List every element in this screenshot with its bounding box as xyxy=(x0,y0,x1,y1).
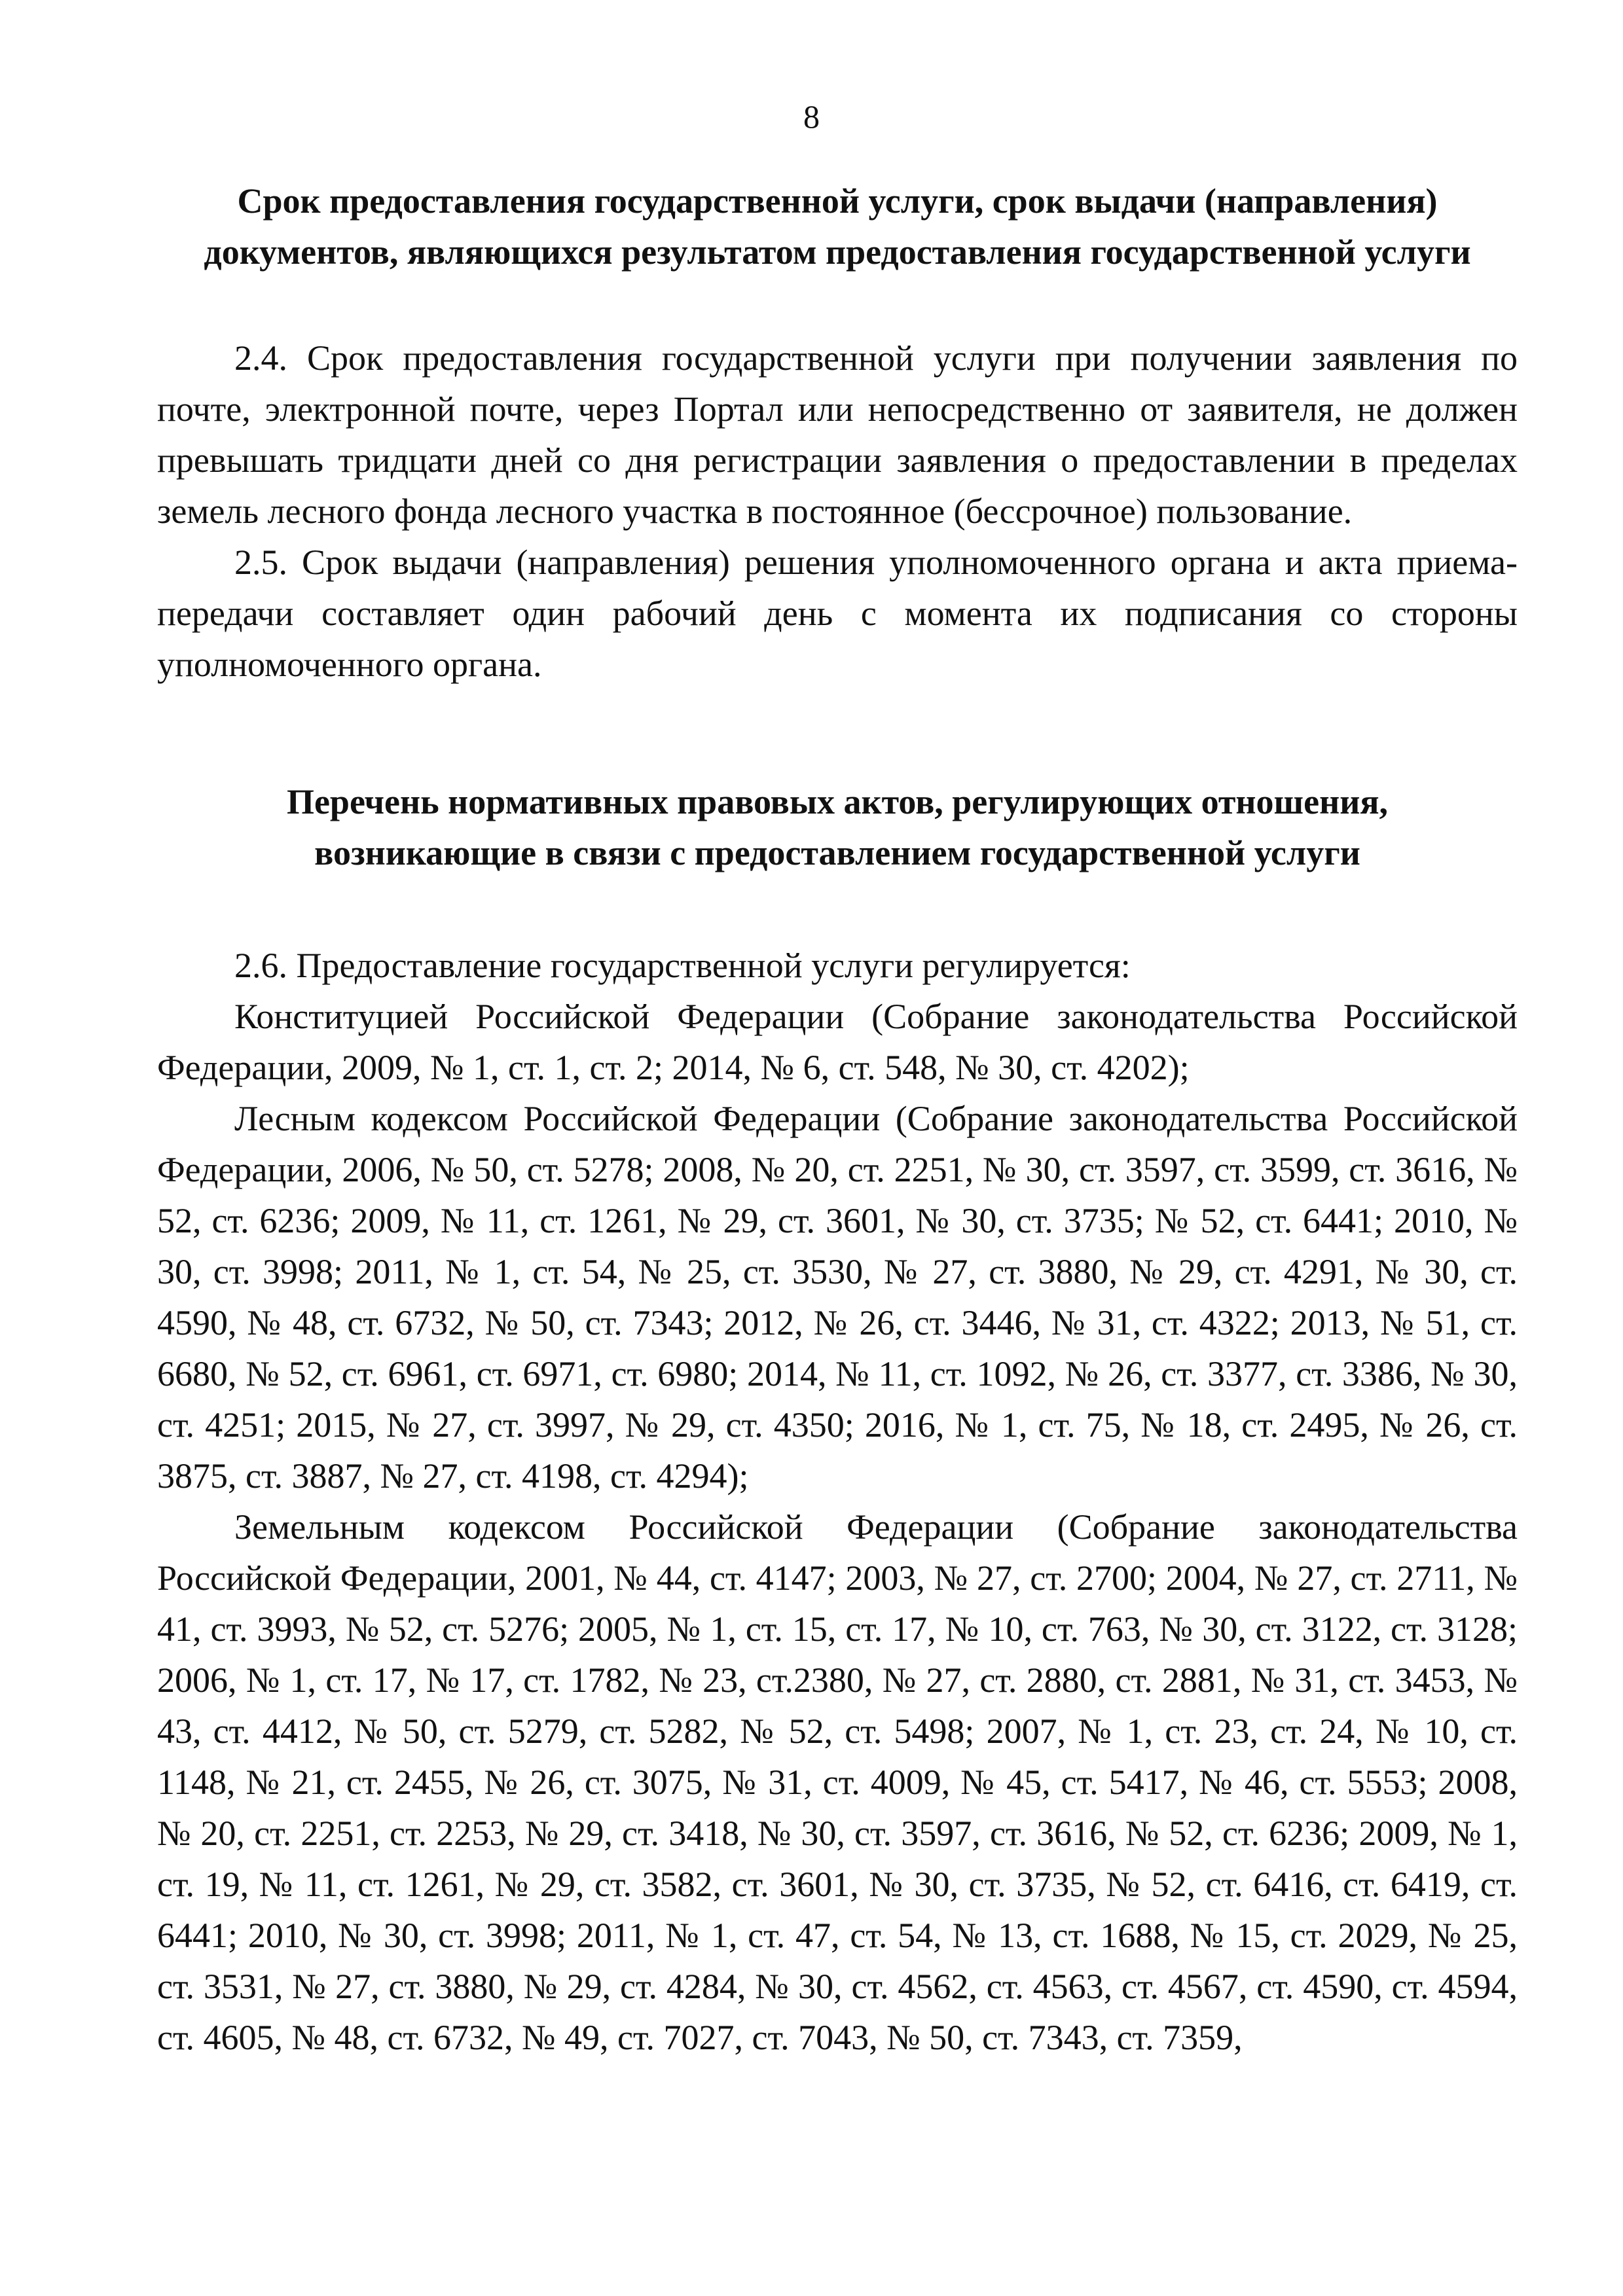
page-number: 8 xyxy=(803,98,820,135)
section-heading-service-term: Срок предоставления государственной услуги, срок выдачи (направления) документов, являющихся результатом предоставления государственной услуги xyxy=(204,181,1471,272)
paragraph-2-4: 2.4. Срок предоставления государственной услуги при получении заявления по почте, электронной почте, через Портал или непосредственно от заявителя, не должен превышать тридцати дней со дня регистрации заявления о предоставлении в пределах земель лесного фонда лесного участка в постоянное (бессрочное) пользование. xyxy=(157,338,1518,531)
section-heading-legal-acts: Перечень нормативных правовых актов, регулирующих отношения, возникающие в связи с предоставлением государственной услуги xyxy=(286,782,1389,872)
paragraph-constitution: Конституцией Российской Федерации (Собрание законодательства Российской Федерации, 2009, № 1, ст. 1, ст. 2; 2014, № 6, ст. 548, № 30, ст. 4202); xyxy=(157,997,1518,1087)
paragraph-land-code: Земельным кодексом Российской Федерации (Собрание законодательства Российской Федерации, 2001, № 44, ст. 4147; 2003, № 27, ст. 2700; 2004, № 27, ст. 2711, № 41, ст. 3993, № 52, ст. 5276; 2005, № 1, ст. 15, ст. 17, № 10, ст. 763, № 30, ст. 3122, ст. 3128; 2006, № 1, ст. 17, № 17, ст. 1782, № 23, ст.2380, № 27, ст. 2880, ст. 2881, № 31, ст. 3453, № 43, ст. 4412, № 50, ст. 5279, ст. 5282, № 52, ст. 5498; 2007, № 1, ст. 23, ст. 24, № 10, ст. 1148, № 21, ст. 2455, № 26, ст. 3075, № 31, ст. 4009, № 45, ст. 5417, № 46, ст. 5553; 2008, № 20, ст. 2251, ст. 2253, № 29, ст. 3418, № 30, ст. 3597, ст. 3616, № 52, ст. 6236; 2009, № 1, ст. 19, № 11, ст. 1261, № 29, ст. 3582, ст. 3601, № 30, ст. 3735, № 52, ст. 6416, ст. 6419, ст. 6441; 2010, № 30, ст. 3998; 2011, № 1, ст. 47, ст. 54, № 13, ст. 1688, № 15, ст. 2029, № 25, ст. 3531, № 27, ст. 3880, № 29, ст. 4284, № 30, ст. 4562, ст. 4563, ст. 4567, ст. 4590, ст. 4594, ст. 4605, № 48, ст. 6732, № 49, ст. 7027, ст. 7043, № 50, ст. 7343, ст. 7359, xyxy=(157,1507,1518,2057)
paragraph-forest-code: Лесным кодексом Российской Федерации (Собрание законодательства Российской Федерации, 2006, № 50, ст. 5278; 2008, № 20, ст. 2251, № 30, ст. 3597, ст. 3599, ст. 3616, № 52, ст. 6236; 2009, № 11, ст. 1261, № 29, ст. 3601, № 30, ст. 3735; № 52, ст. 6441; 2010, № 30, ст. 3998; 2011, № 1, ст. 54, № 25, ст. 3530, № 27, ст. 3880, № 29, ст. 4291, № 30, ст. 4590, № 48, ст. 6732, № 50, ст. 7343; 2012, № 26, ст. 3446, № 31, ст. 4322; 2013, № 51, ст. 6680, № 52, ст. 6961, ст. 6971, ст. 6980; 2014, № 11, ст. 1092, № 26, ст. 3377, ст. 3386, № 30, ст. 4251; 2015, № 27, ст. 3997, № 29, ст. 4350; 2016, № 1, ст. 75, № 18, ст. 2495, № 26, ст. 3875, ст. 3887, № 27, ст. 4198, ст. 4294); xyxy=(157,1099,1518,1496)
document-body xyxy=(157,175,1518,2063)
paragraph-2-5: 2.5. Срок выдачи (направления) решения уполномоченного органа и акта приема-передачи составляет один рабочий день с момента их подписания со стороны уполномоченного органа. xyxy=(157,543,1518,684)
paragraph-2-6: 2.6. Предоставление государственной услуги регулируется: xyxy=(234,946,1131,985)
